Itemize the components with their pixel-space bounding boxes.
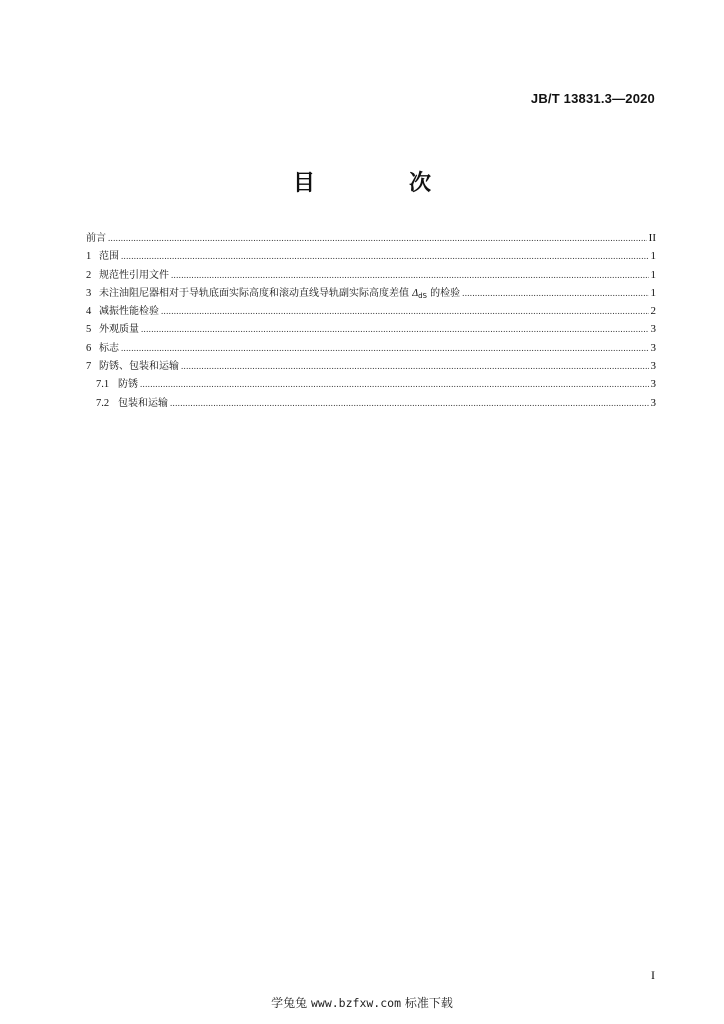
footer-tagline: 标准下载 xyxy=(404,996,453,1010)
toc-entry-page: 3 xyxy=(650,323,656,336)
footer-site-name: 学兔兔 xyxy=(271,996,308,1010)
toc-title: 目 次 xyxy=(292,171,467,196)
table-of-contents xyxy=(86,229,656,412)
toc-entry-7[interactable] xyxy=(86,357,656,375)
toc-entry-number: 7.1 xyxy=(96,379,110,391)
footer-watermark xyxy=(0,994,724,1011)
toc-entry-number: 1 xyxy=(86,251,92,263)
toc-entry-page: 3 xyxy=(650,396,656,409)
toc-leader-dots xyxy=(140,375,649,393)
toc-entry-label: 范围 xyxy=(99,251,119,263)
toc-entry-page: II xyxy=(648,232,656,244)
toc-entry-2[interactable] xyxy=(86,266,656,284)
toc-entry-label: 外观质量 xyxy=(99,324,139,336)
toc-entry-page: 3 xyxy=(650,360,656,373)
toc-entry-7-2[interactable] xyxy=(86,394,656,412)
toc-entry-number: 5 xyxy=(86,324,92,336)
toc-entry-1[interactable] xyxy=(86,247,656,265)
page-number: I xyxy=(651,968,655,982)
toc-leader-dots xyxy=(171,266,649,284)
toc-leader-dots xyxy=(181,357,649,375)
toc-entry-number: 3 xyxy=(86,287,92,299)
toc-leader-dots xyxy=(462,284,648,302)
toc-leader-dots xyxy=(161,302,649,320)
toc-leader-dots xyxy=(170,394,649,412)
toc-entry-5[interactable] xyxy=(86,320,656,338)
toc-entry-page: 3 xyxy=(650,341,656,354)
toc-entry-label: 包装和运输 xyxy=(118,397,168,409)
toc-entry-page: 1 xyxy=(650,268,656,281)
delta-symbol: Δ xyxy=(412,287,419,299)
toc-entry-label: 标志 xyxy=(99,342,119,354)
toc-entry-label: 规范性引用文件 xyxy=(99,269,169,281)
toc-entry-6[interactable] xyxy=(86,339,656,357)
toc-entry-page: 1 xyxy=(650,250,656,263)
toc-entry-number: 2 xyxy=(86,269,92,281)
toc-entry-number: 6 xyxy=(86,342,92,354)
toc-leader-dots xyxy=(108,229,647,247)
toc-entry-label-suffix: 的检验 xyxy=(426,287,461,299)
toc-entry-page: 2 xyxy=(650,305,656,318)
toc-leader-dots xyxy=(121,339,649,357)
toc-entry-page: 1 xyxy=(650,286,656,299)
toc-entry-label: 防锈 xyxy=(118,379,138,391)
footer-url[interactable]: www.bzfxw.com xyxy=(310,996,401,1010)
delta-subscript: dS xyxy=(418,291,427,300)
toc-entry-3[interactable] xyxy=(86,284,656,302)
toc-entry-label: 减振性能检验 xyxy=(99,306,159,318)
toc-entry-number: 7.2 xyxy=(96,397,110,409)
toc-entry-number: 7 xyxy=(86,361,92,373)
toc-entry-label: 前言 xyxy=(86,233,106,244)
toc-entry-number: 4 xyxy=(86,306,92,318)
standard-code: JB/T 13831.3—2020 xyxy=(530,91,655,106)
toc-entry-label-text: 未注油阻尼器相对于导轨底面实际高度和滚动直线导轨副实际高度差值 xyxy=(99,287,413,299)
toc-entry-page: 3 xyxy=(650,378,656,391)
toc-leader-dots xyxy=(121,247,649,265)
toc-entry-7-1[interactable] xyxy=(86,375,656,393)
toc-entry-label: 防锈、包装和运输 xyxy=(99,361,179,373)
toc-entry-4[interactable] xyxy=(86,302,656,320)
toc-entry-foreword[interactable] xyxy=(86,229,656,247)
toc-leader-dots xyxy=(141,320,649,338)
